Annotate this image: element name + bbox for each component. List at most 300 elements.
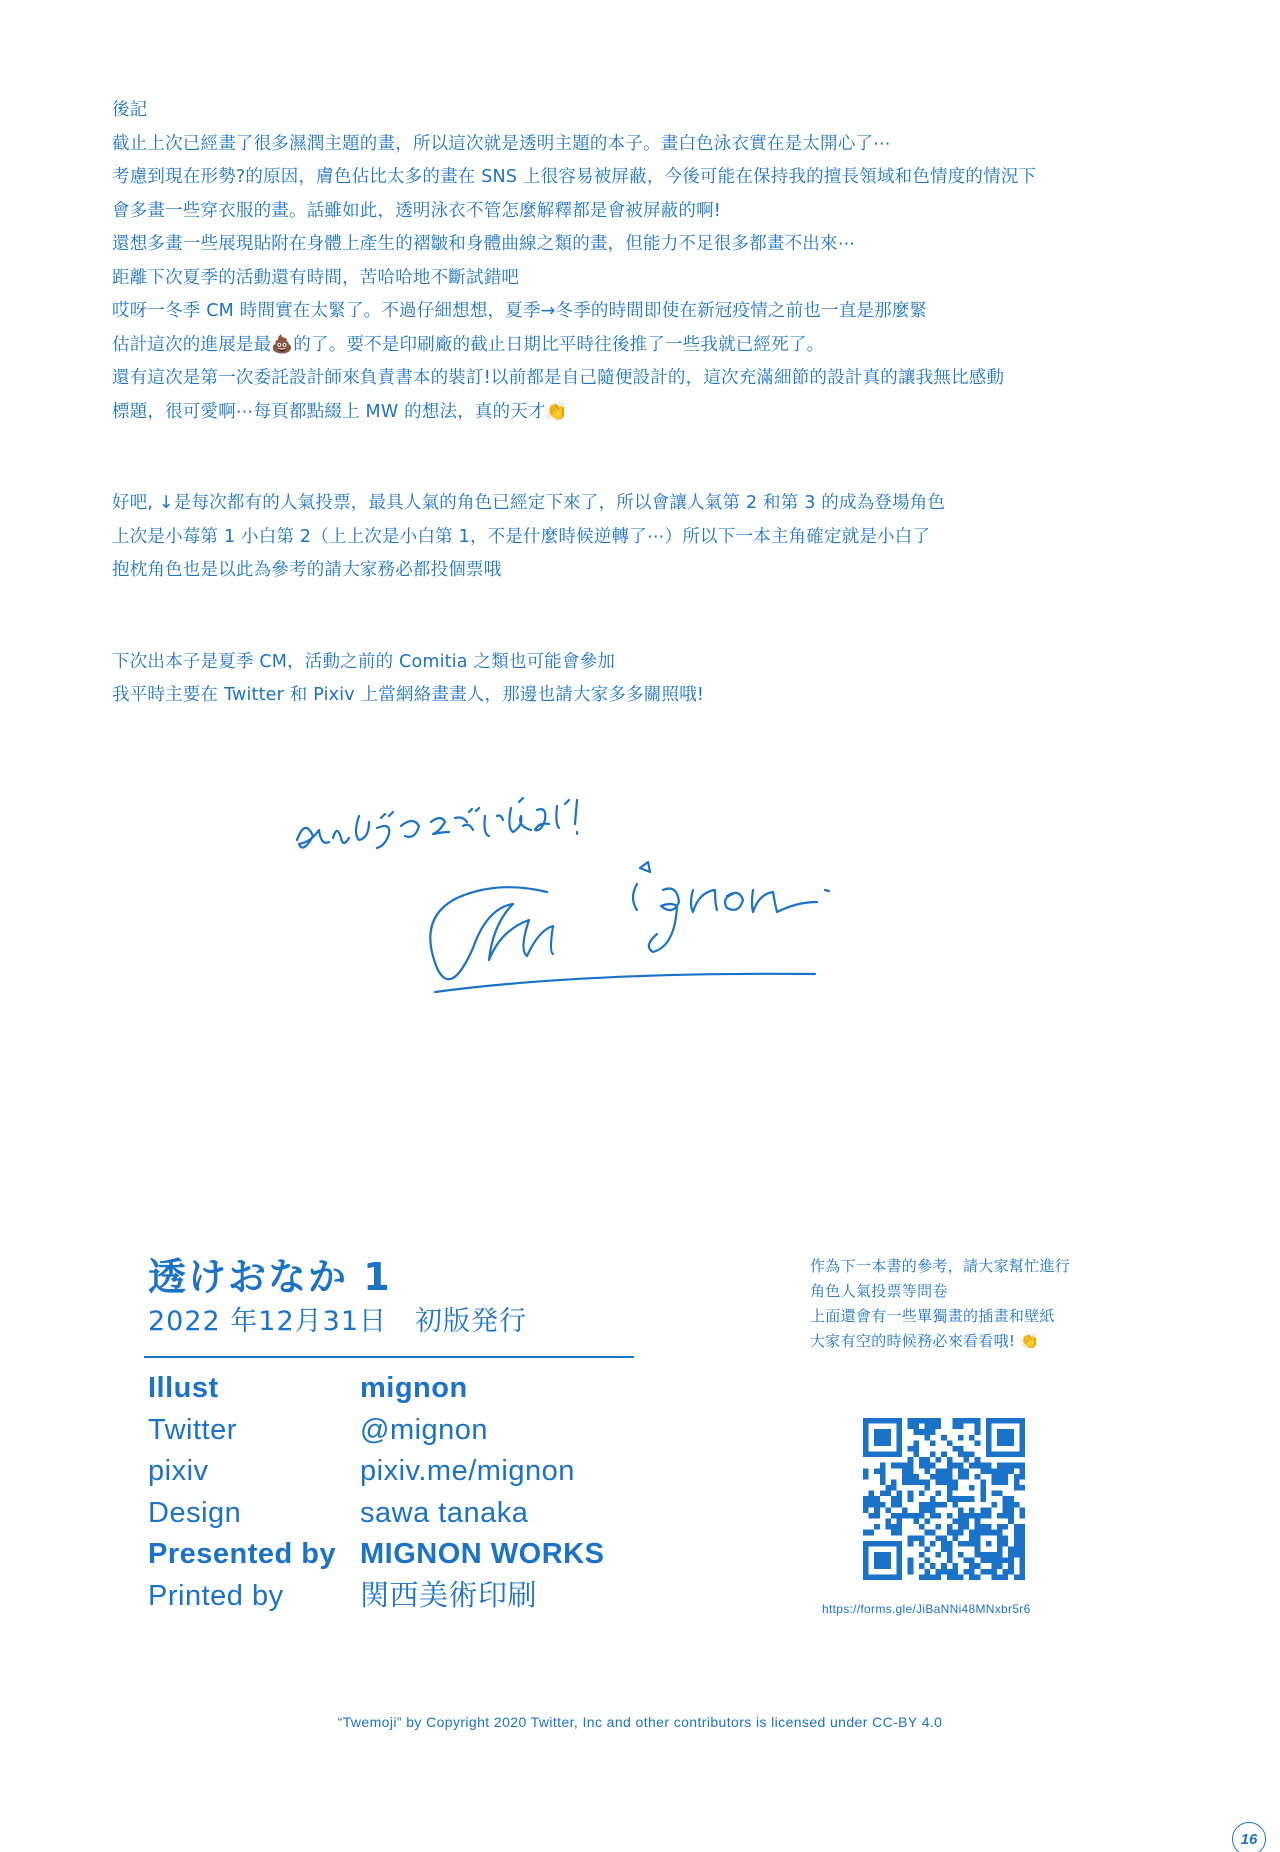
qr-module	[947, 1513, 953, 1519]
qr-module	[863, 1435, 869, 1441]
qr-module	[952, 1424, 958, 1430]
qr-module	[897, 1524, 903, 1530]
qr-module	[897, 1446, 903, 1452]
qr-module	[991, 1569, 997, 1575]
qr-module	[941, 1546, 947, 1552]
qr-module	[1019, 1474, 1025, 1480]
qr-module	[880, 1479, 886, 1485]
qr-module	[919, 1479, 925, 1485]
qr-module	[975, 1524, 981, 1530]
qr-module	[1003, 1524, 1009, 1530]
qr-module	[924, 1507, 930, 1513]
qr-module	[874, 1563, 880, 1569]
qr-module	[958, 1507, 964, 1513]
survey-note	[810, 1254, 1110, 1354]
qr-module	[1019, 1513, 1025, 1519]
qr-module	[913, 1519, 919, 1525]
qr-module	[908, 1446, 914, 1452]
qr-module	[885, 1491, 891, 1497]
qr-module	[941, 1452, 947, 1458]
qr-module	[991, 1452, 997, 1458]
credit-value-printed-by: 関西美術印刷	[360, 1579, 538, 1612]
afterword-paragraph-2	[112, 487, 1192, 588]
qr-module	[919, 1457, 925, 1463]
qr-module	[964, 1468, 970, 1474]
qr-module	[897, 1491, 903, 1497]
qr-module	[1019, 1468, 1025, 1474]
qr-module	[1003, 1502, 1009, 1508]
qr-module	[1019, 1429, 1025, 1435]
qr-module	[958, 1446, 964, 1452]
qr-module	[997, 1440, 1003, 1446]
qr-module	[1008, 1552, 1014, 1558]
qr-module	[1019, 1418, 1025, 1424]
qr-module	[897, 1429, 903, 1435]
qr-module	[1003, 1513, 1009, 1519]
afterword-line: 截止上次已經畫了很多濕潤主題的畫，所以這次就是透明主題的本子。畫白色泳衣實在是太開心了⋯	[112, 133, 891, 154]
qr-module	[1019, 1424, 1025, 1430]
qr-module	[1014, 1418, 1020, 1424]
qr-module	[924, 1435, 930, 1441]
qr-module	[902, 1468, 908, 1474]
qr-module	[947, 1569, 953, 1575]
qr-module	[897, 1569, 903, 1575]
qr-module	[863, 1440, 869, 1446]
qr-module	[913, 1418, 919, 1424]
qr-module	[885, 1558, 891, 1564]
twemoji-license: “Twemoji” by Copyright 2020 Twitter, Inc and other contributors is licensed under CC-BY 4.0	[337, 1714, 943, 1730]
qr-module	[958, 1468, 964, 1474]
qr-module	[913, 1429, 919, 1435]
qr-module	[1008, 1435, 1014, 1441]
qr-module	[936, 1513, 942, 1519]
qr-module	[952, 1563, 958, 1569]
qr-module	[913, 1479, 919, 1485]
afterword-line: 下次出本子是夏季 CM，活動之前的 Comitia 之類也可能會參加	[112, 651, 616, 672]
qr-module	[874, 1541, 880, 1547]
qr-module	[924, 1479, 930, 1485]
qr-module	[986, 1507, 992, 1513]
qr-module	[947, 1468, 953, 1474]
qr-module	[902, 1479, 908, 1485]
qr-module	[969, 1569, 975, 1575]
qr-module	[947, 1440, 953, 1446]
qr-module	[1019, 1552, 1025, 1558]
qr-module	[891, 1485, 897, 1491]
qr-module	[997, 1463, 1003, 1469]
qr-module	[980, 1485, 986, 1491]
qr-module	[908, 1468, 914, 1474]
qr-module	[880, 1463, 886, 1469]
qr-module	[913, 1424, 919, 1430]
qr-module	[991, 1479, 997, 1485]
qr-module	[908, 1569, 914, 1575]
qr-module	[897, 1440, 903, 1446]
qr-module	[969, 1507, 975, 1513]
qr-module	[986, 1468, 992, 1474]
qr-module	[885, 1507, 891, 1513]
qr-module	[863, 1418, 869, 1424]
qr-module	[1014, 1474, 1020, 1480]
survey-qr-code[interactable]	[863, 1418, 1025, 1580]
qr-module	[880, 1452, 886, 1458]
qr-module	[991, 1468, 997, 1474]
credit-label-printed-by: Printed by	[148, 1579, 284, 1612]
qr-module	[908, 1457, 914, 1463]
qr-module	[941, 1468, 947, 1474]
qr-module	[1019, 1546, 1025, 1552]
qr-module	[997, 1418, 1003, 1424]
qr-module	[958, 1418, 964, 1424]
qr-module	[975, 1457, 981, 1463]
qr-module	[936, 1569, 942, 1575]
qr-module	[885, 1418, 891, 1424]
publication-date: 2022 年12月31日 初版発行	[148, 1306, 528, 1337]
qr-module	[997, 1491, 1003, 1497]
qr-module	[930, 1563, 936, 1569]
qr-module	[869, 1513, 875, 1519]
qr-module	[991, 1474, 997, 1480]
credit-value-illust: mignon	[360, 1372, 468, 1404]
page-number: 16	[1232, 1822, 1266, 1852]
qr-module	[885, 1485, 891, 1491]
qr-module	[936, 1468, 942, 1474]
qr-module	[958, 1552, 964, 1558]
qr-module	[880, 1429, 886, 1435]
qr-module	[897, 1519, 903, 1525]
qr-module	[1019, 1574, 1025, 1580]
qr-module	[919, 1507, 925, 1513]
qr-module	[980, 1491, 986, 1497]
qr-module	[880, 1474, 886, 1480]
qr-module	[1014, 1463, 1020, 1469]
qr-module	[863, 1541, 869, 1547]
qr-module	[986, 1429, 992, 1435]
qr-module	[975, 1552, 981, 1558]
qr-module	[964, 1519, 970, 1525]
qr-module	[869, 1502, 875, 1508]
qr-module	[975, 1530, 981, 1536]
qr-module	[986, 1569, 992, 1575]
qr-module	[975, 1463, 981, 1469]
qr-module	[863, 1468, 869, 1474]
credit-value-pixiv: pixiv.me/mignon	[360, 1455, 575, 1487]
afterword-line: 距離下次夏季的活動還有時間，苦哈哈地不斷試錯吧	[112, 267, 520, 288]
qr-module	[947, 1496, 953, 1502]
qr-module	[986, 1558, 992, 1564]
qr-module	[1008, 1519, 1014, 1525]
qr-module	[863, 1552, 869, 1558]
qr-module	[1008, 1429, 1014, 1435]
qr-module	[986, 1463, 992, 1469]
qr-module	[980, 1569, 986, 1575]
qr-module	[975, 1563, 981, 1569]
qr-module	[952, 1535, 958, 1541]
qr-module	[980, 1552, 986, 1558]
colophon	[148, 1252, 648, 1616]
qr-module	[902, 1513, 908, 1519]
qr-module	[986, 1552, 992, 1558]
qr-module	[897, 1530, 903, 1536]
qr-module	[1003, 1440, 1009, 1446]
qr-module	[863, 1502, 869, 1508]
qr-module	[874, 1435, 880, 1441]
book-title: 透けおなか 1	[148, 1255, 392, 1299]
qr-module	[936, 1474, 942, 1480]
qr-module	[1019, 1507, 1025, 1513]
qr-module	[1008, 1440, 1014, 1446]
qr-module	[947, 1485, 953, 1491]
qr-module	[902, 1463, 908, 1469]
qr-module	[924, 1546, 930, 1552]
qr-module	[947, 1546, 953, 1552]
afterword-line: 估計這次的進展是最💩的了。要不是印刷廠的截止日期比平時往後推了一些我就已經死了。	[112, 334, 825, 355]
qr-module	[908, 1463, 914, 1469]
qr-module	[919, 1491, 925, 1497]
qr-module	[1019, 1558, 1025, 1564]
qr-module	[975, 1513, 981, 1519]
credit-label-design: Design	[148, 1496, 242, 1529]
qr-module	[930, 1507, 936, 1513]
qr-module	[885, 1552, 891, 1558]
afterword-paragraph-3	[112, 646, 1192, 713]
qr-module	[986, 1418, 992, 1424]
qr-module	[936, 1418, 942, 1424]
qr-module	[964, 1541, 970, 1547]
qr-module	[885, 1519, 891, 1525]
qr-module	[941, 1563, 947, 1569]
qr-module	[919, 1535, 925, 1541]
qr-module	[897, 1452, 903, 1458]
qr-module	[1019, 1485, 1025, 1491]
qr-module	[874, 1496, 880, 1502]
qr-module	[897, 1563, 903, 1569]
qr-module	[919, 1429, 925, 1435]
qr-module	[885, 1452, 891, 1458]
qr-module	[964, 1513, 970, 1519]
qr-module	[941, 1502, 947, 1508]
qr-module	[919, 1541, 925, 1547]
qr-module	[997, 1574, 1003, 1580]
qr-code-icon	[863, 1418, 1025, 1580]
colophon-divider	[144, 1356, 634, 1358]
afterword-line: 考慮到現在形勢?的原因，膚色佔比太多的畫在 SNS 上很容易被屏蔽，今後可能在保持我的擅長領域和色情度的情況下	[112, 167, 1037, 187]
qr-module	[980, 1507, 986, 1513]
qr-module	[908, 1418, 914, 1424]
qr-module	[869, 1530, 875, 1536]
qr-module	[897, 1574, 903, 1580]
qr-module	[880, 1552, 886, 1558]
qr-module	[980, 1463, 986, 1469]
qr-module	[924, 1485, 930, 1491]
qr-module	[869, 1496, 875, 1502]
qr-module	[908, 1479, 914, 1485]
qr-module	[924, 1574, 930, 1580]
qr-module	[947, 1541, 953, 1547]
qr-module	[924, 1530, 930, 1536]
qr-module	[863, 1424, 869, 1430]
qr-module	[975, 1519, 981, 1525]
qr-module	[891, 1418, 897, 1424]
qr-module	[991, 1491, 997, 1497]
signature-drawing	[285, 780, 985, 1000]
qr-module	[947, 1463, 953, 1469]
qr-module	[863, 1558, 869, 1564]
qr-module	[924, 1457, 930, 1463]
afterword-line: 我平時主要在 Twitter 和 Pixiv 上當網絡畫畫人，那邊也請大家多多關照哦!	[112, 685, 705, 705]
qr-module	[885, 1435, 891, 1441]
afterword-line: 還想多畫一些展現貼附在身體上產生的褶皺和身體曲線之類的畫，但能力不足很多都畫不出來⋯	[112, 234, 856, 254]
qr-module	[952, 1530, 958, 1536]
qr-module	[986, 1440, 992, 1446]
qr-module	[1014, 1535, 1020, 1541]
survey-line: 作為下一本書的參考，請大家幫忙進行	[810, 1257, 1071, 1275]
qr-module	[1008, 1502, 1014, 1508]
qr-module	[958, 1541, 964, 1547]
qr-module	[986, 1541, 992, 1547]
qr-module	[1003, 1479, 1009, 1485]
qr-module	[897, 1513, 903, 1519]
qr-module	[1003, 1558, 1009, 1564]
qr-module	[880, 1574, 886, 1580]
qr-module	[941, 1569, 947, 1575]
qr-module	[908, 1535, 914, 1541]
qr-module	[863, 1507, 869, 1513]
qr-module	[980, 1479, 986, 1485]
qr-module	[936, 1457, 942, 1463]
qr-module	[1003, 1535, 1009, 1541]
qr-module	[1014, 1574, 1020, 1580]
qr-module	[863, 1546, 869, 1552]
qr-module	[975, 1535, 981, 1541]
afterword-line: 會多畫一些穿衣服的畫。話雖如此，透明泳衣不管怎麼解釋都是會被屏蔽的啊!	[112, 200, 722, 221]
qr-module	[863, 1474, 869, 1480]
qr-module	[880, 1563, 886, 1569]
qr-module	[891, 1513, 897, 1519]
qr-module	[930, 1418, 936, 1424]
qr-module	[891, 1530, 897, 1536]
survey-line: 大家有空的時候務必來看看哦! 👏	[810, 1332, 1040, 1350]
qr-module	[1003, 1574, 1009, 1580]
qr-module	[924, 1519, 930, 1525]
qr-module	[936, 1552, 942, 1558]
qr-module	[1003, 1474, 1009, 1480]
qr-module	[869, 1491, 875, 1497]
qr-module	[930, 1452, 936, 1458]
qr-module	[969, 1485, 975, 1491]
qr-module	[997, 1558, 1003, 1564]
afterword-line: 抱枕角色也是以此為參考的請大家務必都投個票哦	[112, 560, 502, 580]
qr-module	[958, 1452, 964, 1458]
qr-module	[1019, 1446, 1025, 1452]
qr-module	[930, 1424, 936, 1430]
qr-module	[874, 1502, 880, 1508]
qr-module	[941, 1535, 947, 1541]
qr-module	[885, 1524, 891, 1530]
qr-module	[1008, 1569, 1014, 1575]
qr-module	[863, 1452, 869, 1458]
qr-module	[1003, 1541, 1009, 1547]
qr-module	[930, 1429, 936, 1435]
qr-module	[952, 1502, 958, 1508]
qr-module	[936, 1491, 942, 1497]
qr-module	[975, 1440, 981, 1446]
qr-module	[897, 1435, 903, 1441]
qr-module	[947, 1474, 953, 1480]
qr-module	[986, 1446, 992, 1452]
qr-module	[1003, 1496, 1009, 1502]
qr-module	[997, 1563, 1003, 1569]
qr-module	[902, 1474, 908, 1480]
qr-module	[869, 1574, 875, 1580]
qr-module	[924, 1424, 930, 1430]
qr-module	[1014, 1524, 1020, 1530]
qr-module	[1008, 1513, 1014, 1519]
qr-module	[952, 1463, 958, 1469]
qr-module	[880, 1435, 886, 1441]
qr-module	[947, 1491, 953, 1497]
credits-table	[148, 1368, 648, 1616]
qr-module	[986, 1452, 992, 1458]
qr-module	[941, 1479, 947, 1485]
qr-module	[913, 1513, 919, 1519]
qr-module	[958, 1524, 964, 1530]
qr-module	[947, 1574, 953, 1580]
qr-module	[997, 1452, 1003, 1458]
qr-module	[863, 1569, 869, 1575]
qr-module	[997, 1468, 1003, 1474]
qr-module	[958, 1530, 964, 1536]
qr-module	[913, 1440, 919, 1446]
qr-module	[952, 1479, 958, 1485]
qr-module	[969, 1513, 975, 1519]
qr-module	[964, 1457, 970, 1463]
qr-module	[913, 1535, 919, 1541]
qr-module	[947, 1524, 953, 1530]
qr-module	[958, 1496, 964, 1502]
qr-module	[913, 1474, 919, 1480]
qr-module	[1003, 1435, 1009, 1441]
qr-module	[880, 1502, 886, 1508]
qr-module	[880, 1558, 886, 1564]
qr-module	[991, 1418, 997, 1424]
qr-module	[997, 1552, 1003, 1558]
qr-module	[908, 1563, 914, 1569]
qr-module	[874, 1558, 880, 1564]
qr-module	[1008, 1468, 1014, 1474]
qr-module	[930, 1474, 936, 1480]
qr-module	[919, 1418, 925, 1424]
qr-module	[913, 1446, 919, 1452]
qr-module	[1014, 1541, 1020, 1547]
qr-module	[975, 1424, 981, 1430]
afterword-paragraph-1	[112, 94, 1192, 429]
qr-module	[930, 1541, 936, 1547]
qr-module	[991, 1552, 997, 1558]
qr-module	[908, 1513, 914, 1519]
qr-module	[947, 1558, 953, 1564]
qr-module	[975, 1418, 981, 1424]
qr-module	[885, 1563, 891, 1569]
qr-module	[924, 1418, 930, 1424]
qr-module	[869, 1418, 875, 1424]
qr-module	[1019, 1569, 1025, 1575]
qr-module	[1019, 1535, 1025, 1541]
qr-module	[997, 1535, 1003, 1541]
survey-url[interactable]: https://forms.gle/JiBaNNi48MNxbr5r6	[822, 1602, 1031, 1616]
qr-module	[924, 1463, 930, 1469]
qr-module	[1014, 1452, 1020, 1458]
